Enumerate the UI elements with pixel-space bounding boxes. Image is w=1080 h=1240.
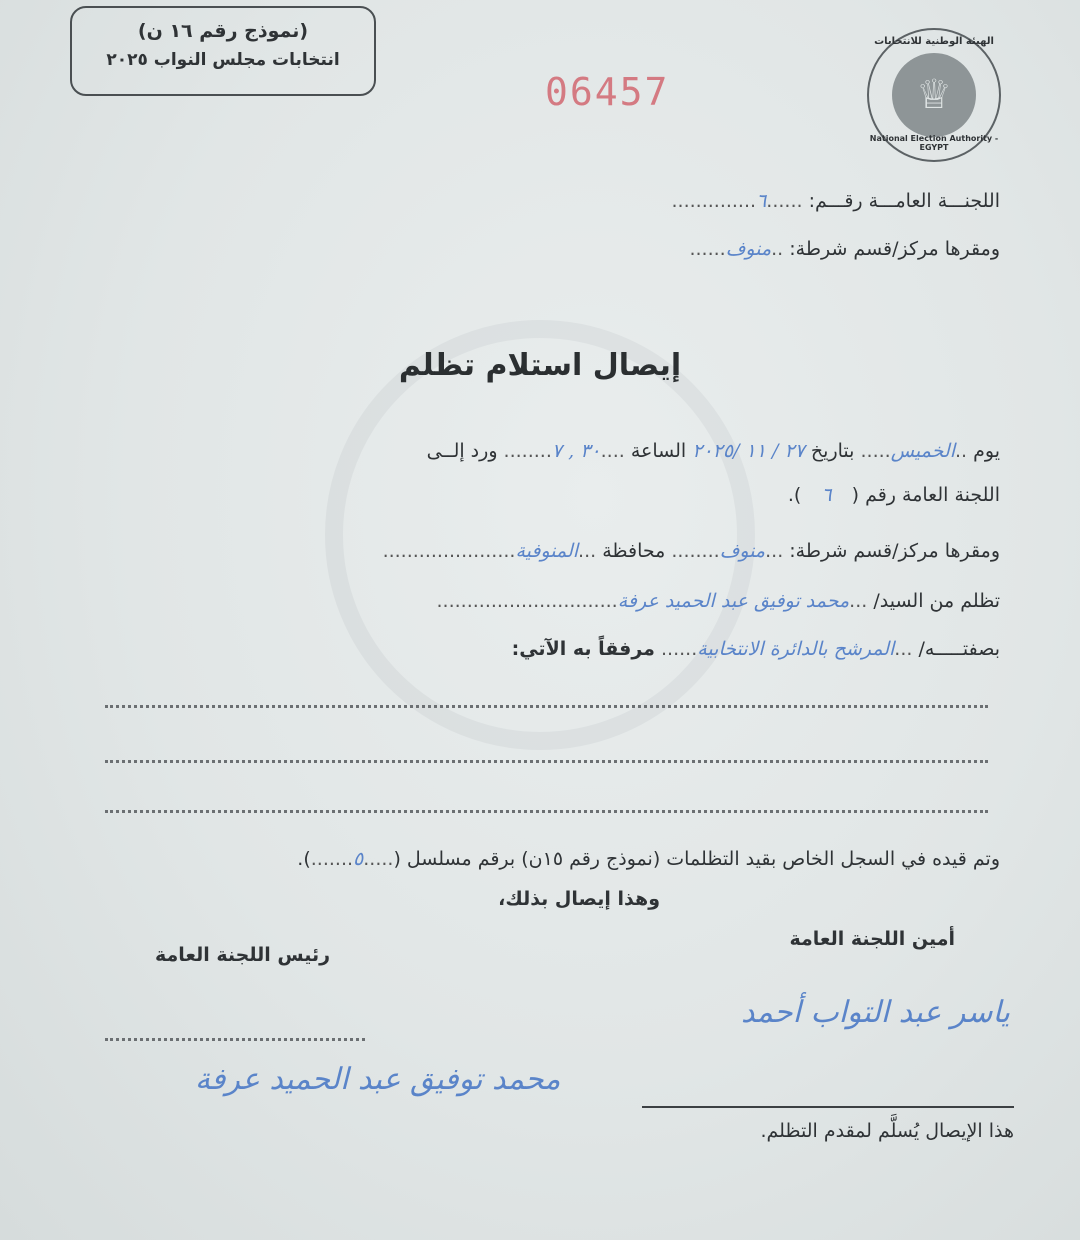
footer-divider: [642, 1106, 1014, 1108]
police-line: ومقرها مركز/قسم شرطة: ...منوف........ محافظة ...المنوفية......................: [382, 540, 1000, 562]
location-line: ومقرها مركز/قسم شرطة: ..منوف......: [689, 238, 1000, 260]
complainant-line: تظلم من السيد/ ...محمد توفيق عبد الحميد عرفة..............................: [436, 590, 1000, 612]
committee-paren-label: اللجنة العامة رقم (: [851, 484, 1000, 506]
date-value: ٢٧ / ١١ /٢٠٢٥: [692, 440, 805, 462]
date-label: بتاريخ: [810, 440, 855, 462]
logo-arabic-text: الهيئة الوطنية للانتخابات: [874, 36, 994, 47]
capacity-value: المرشح بالدائرة الانتخابية: [697, 638, 895, 660]
president-label: رئيس اللجنة العامة: [155, 944, 331, 966]
governorate-value: المنوفية: [515, 540, 579, 562]
election-title: انتخابات مجلس النواب ٢٠٢٥: [106, 50, 340, 70]
logo-english-text: National Election Authority - EGYPT: [869, 134, 999, 152]
location-label: ومقرها مركز/قسم شرطة:: [789, 238, 1000, 260]
police-value: منوف: [719, 540, 766, 562]
registry-close: ).: [297, 848, 311, 870]
day-label: يوم: [973, 440, 1000, 462]
governorate-label: محافظة: [602, 540, 666, 562]
page-title: إيصال استلام تظلم: [398, 348, 682, 383]
watermark-seal: [325, 320, 755, 750]
attached-label: مرفقاً به الآتي:: [511, 638, 655, 660]
police-label: ومقرها مركز/قسم شرطة:: [789, 540, 1000, 562]
location-value: منوف: [725, 238, 772, 260]
form-number: (نموذج رقم ١٦ ن): [137, 20, 309, 42]
paren-close: ).: [787, 484, 802, 506]
footer-note: هذا الإيصال يُسلَّم لمقدم التظلم.: [760, 1120, 1014, 1142]
form-number-box: [70, 6, 376, 96]
secretary-signature: ياسر عبد التواب أحمد: [740, 995, 1010, 1030]
blank-line-1: [105, 705, 988, 708]
day-value: الخميس: [890, 440, 955, 462]
time-value: ٣٠ , ٧: [551, 440, 601, 462]
complainant-label: تظلم من السيد/: [873, 590, 1000, 612]
blank-line-2: [105, 760, 988, 763]
blank-line-3: [105, 810, 988, 813]
election-authority-logo: [867, 28, 1001, 162]
registry-serial: ٥: [353, 848, 364, 870]
committee-label: اللجنـــة العامـــة رقـــم:: [808, 190, 1000, 212]
capacity-line: بصفتـــــه/ ...المرشح بالدائرة الانتخابية...... مرفقاً به الآتي:: [511, 638, 1000, 660]
president-signature-line: [105, 1038, 365, 1041]
committee-line: [788, 484, 1000, 506]
receiver-signature: محمد توفيق عبد الحميد عرفة: [195, 1062, 561, 1097]
date-line: يوم ..الخميس..... بتاريخ ٢٧ / ١١ /٢٠٢٥ الساعة ....٣٠ , ٧........ ورد إلــى: [426, 440, 1000, 462]
arrived-label: ورد إلــى: [426, 440, 498, 462]
capacity-label: بصفتـــــه/: [918, 638, 1000, 660]
time-label: الساعة: [630, 440, 687, 462]
secretary-label: أمين اللجنة العامة: [789, 928, 955, 950]
complainant-value: محمد توفيق عبد الحميد عرفة: [617, 590, 850, 612]
committee-number-line: اللجنـــة العامـــة رقـــم: ......٦..............: [671, 190, 1000, 212]
registry-text: وتم قيده في السجل الخاص بقيد التظلمات (نموذج رقم ١٥ن) برقم مسلسل (: [393, 848, 1000, 870]
committee-value: ٦: [756, 190, 767, 212]
closing-line: وهذا إيصال بذلك،: [498, 888, 660, 910]
committee-paren-value: ٦: [821, 484, 832, 506]
eagle-emblem-icon: ♕: [892, 53, 976, 137]
serial-number: 06457: [545, 70, 670, 114]
registry-line: وتم قيده في السجل الخاص بقيد التظلمات (نموذج رقم ١٥ن) برقم مسلسل (.....٥.......).: [297, 848, 1000, 870]
